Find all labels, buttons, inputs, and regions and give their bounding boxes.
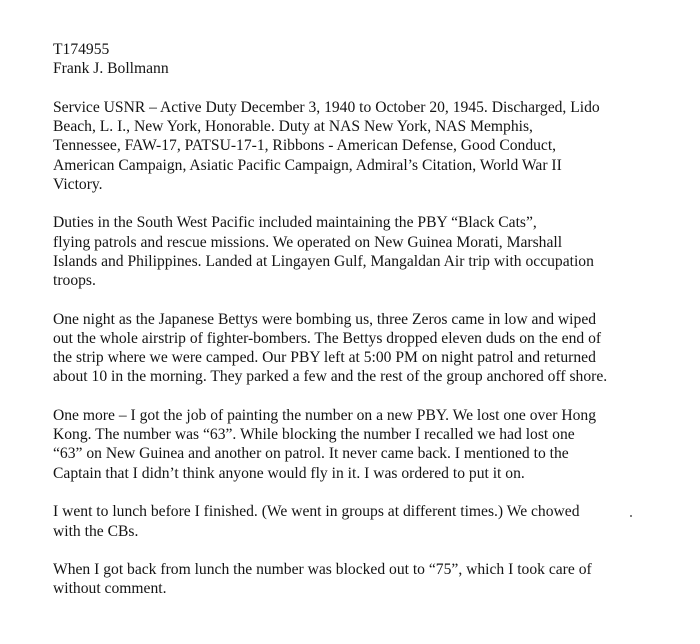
text-line: Duties in the South West Pacific included maintaining the PBY “Black Cats”, xyxy=(53,214,537,232)
text-line: without comment. xyxy=(53,580,167,598)
paragraph-duties xyxy=(53,213,693,290)
text-line: Victory. xyxy=(53,175,103,193)
document-header xyxy=(53,40,693,78)
text-line: One night as the Japanese Bettys were bombing us, three Zeros came in low and wiped xyxy=(53,310,597,328)
document-page xyxy=(53,40,693,599)
text-line: I went to lunch before I finished. (We went in groups at different times.) We chowed xyxy=(53,503,580,521)
text-line: Service USNR – Active Duty December 3, 1940 to October 20, 1945. Discharged, Lido xyxy=(53,98,600,116)
text-line: flying patrols and rescue missions. We operated on New Guinea Morati, Marshall xyxy=(53,233,563,251)
text-line: American Campaign, Asiatic Pacific Campaign, Admiral’s Citation, World War II xyxy=(53,156,562,174)
text-line: the strip where we were camped. Our PBY left at 5:00 PM on night patrol and returned xyxy=(53,349,596,367)
record-id: T174955 xyxy=(53,41,110,58)
text-line: Islands and Philippines. Landed at Lingayen Gulf, Mangaldan Air trip with occupation xyxy=(53,252,594,270)
text-line: One more – I got the job of painting the number on a new PBY. We lost one over Hong xyxy=(53,407,596,425)
text-line: Tennessee, FAW-17, PATSU-17-1, Ribbons - American Defense, Good Conduct, xyxy=(53,137,557,155)
paragraph-bombing xyxy=(53,310,693,387)
paragraph-conclusion xyxy=(53,560,693,598)
text-line: out the whole airstrip of fighter-bombers. The Bettys dropped eleven duds on the end of xyxy=(53,329,602,347)
text-line: When I got back from lunch the number was blocked out to “75”, which I took care of xyxy=(53,561,592,579)
text-line: Kong. The number was “63”. While blocking the number I recalled we had lost one xyxy=(53,426,575,444)
author-name: Frank J. Bollmann xyxy=(53,60,169,78)
paragraph-service-record xyxy=(53,98,693,194)
text-line: Captain that I didn’t think anyone would fly in it. I was ordered to put it on. xyxy=(53,464,525,482)
paragraph-lunch xyxy=(53,502,693,540)
paragraph-painting-number xyxy=(53,406,693,483)
text-line: troops. xyxy=(53,272,96,290)
text-line: Beach, L. I., New York, Honorable. Duty at NAS New York, NAS Memphis, xyxy=(53,118,533,136)
scan-speck xyxy=(630,515,632,517)
text-line: with the CBs. xyxy=(53,522,139,540)
text-line: “63” on New Guinea and another on patrol. It never came back. I mentioned to the xyxy=(53,445,569,463)
text-line: about 10 in the morning. They parked a few and the rest of the group anchored off shore. xyxy=(53,368,608,386)
